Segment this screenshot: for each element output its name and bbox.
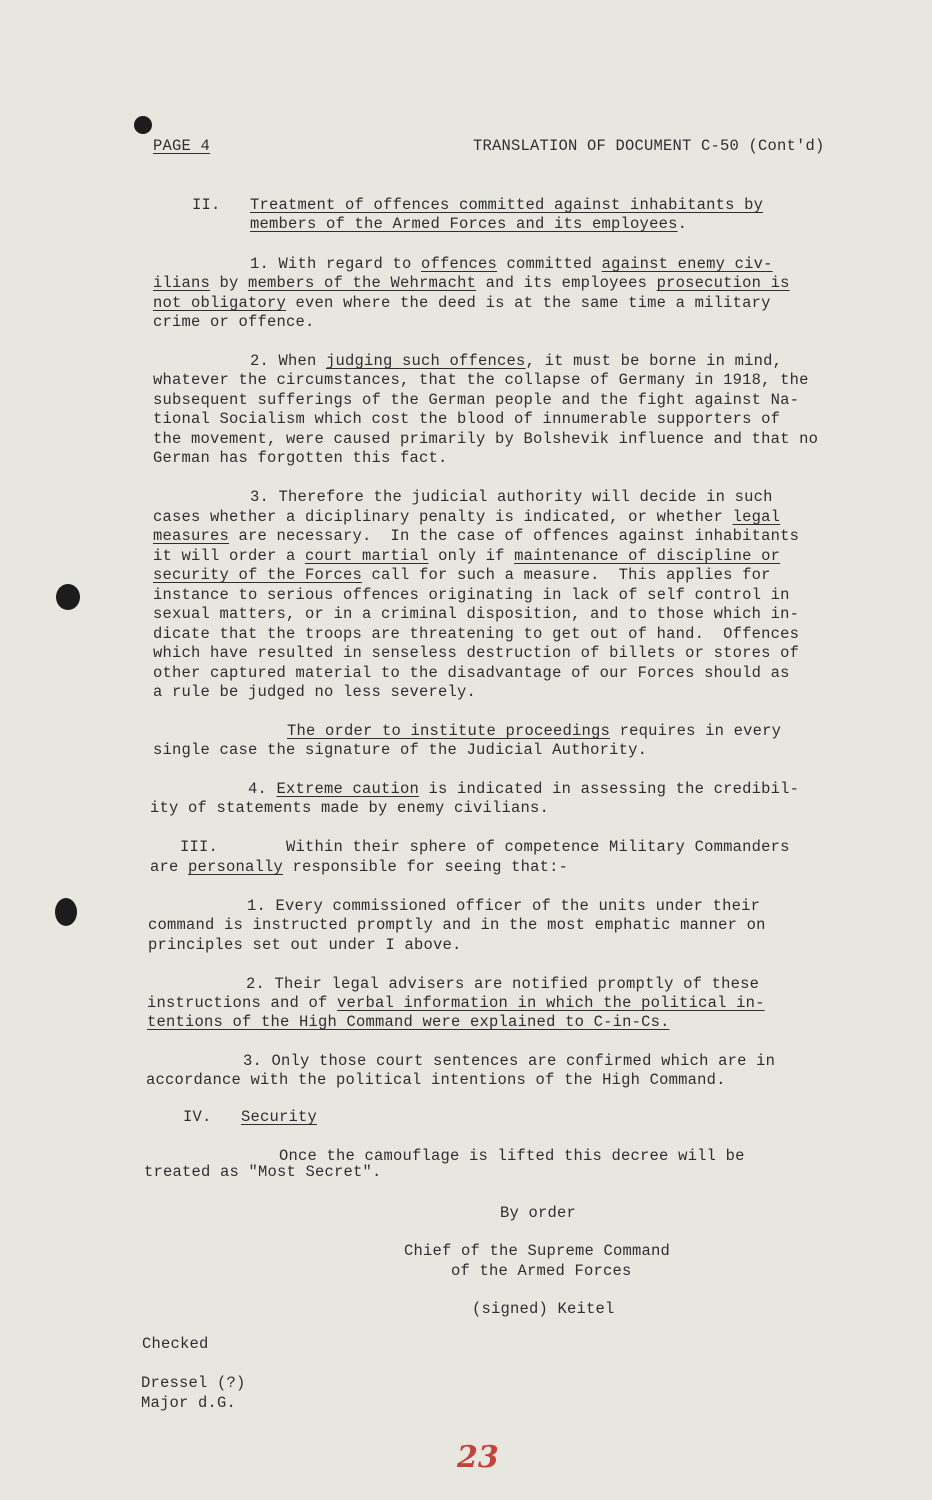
section-ii-heading-line2: members of the Armed Forces and its employees. (250, 215, 688, 233)
t: legal (732, 508, 781, 526)
section-ii-heading-line2-text: members of the Armed Forces and its employees (250, 215, 678, 233)
t: by (210, 274, 249, 292)
t: committed (497, 255, 602, 273)
t: ilians (153, 274, 211, 292)
t: not obligatory (153, 294, 287, 312)
t: are (150, 858, 189, 876)
para-ii-3-line8: dicate that the troops are threatening to get out of hand. Offences (153, 625, 800, 643)
para-ii-3-line2 (153, 508, 780, 528)
para-iii-3-line1: 3. Only those court sentences are confirmed which are in (243, 1052, 776, 1070)
para-iii-3-line2: accordance with the political intentions of the High Command. (146, 1071, 726, 1089)
para-iii-1-line2: command is instructed promptly and in the most emphatic manner on (148, 916, 766, 934)
punch-hole-top (134, 116, 152, 134)
t: judging such offences (326, 352, 526, 370)
t: prosecution is (656, 274, 790, 292)
t: against enemy civ- (601, 255, 773, 273)
para-iii-1-line1: 1. Every commissioned officer of the units under their (247, 897, 761, 915)
checked-by-rank: Major d.G. (141, 1394, 237, 1412)
para-ii-2-line1 (250, 352, 782, 372)
para-ii-1-line4: crime or offence. (153, 313, 315, 331)
t: measures (153, 527, 230, 545)
para-ii-1-line3 (153, 294, 771, 314)
page-number-stamp: 23 (457, 1440, 499, 1475)
t: 1. With regard to (250, 255, 422, 273)
checked-by-name: Dressel (?) (141, 1374, 246, 1392)
t: offences (421, 255, 498, 273)
section-ii-number: II. (192, 196, 221, 214)
t: personally (188, 858, 284, 876)
para-ii-3-line11: a rule be judged no less severely. (153, 683, 477, 701)
t: The order to institute proceedings (287, 722, 611, 740)
signed-keitel: (signed) Keitel (472, 1300, 615, 1318)
para-ii-3-line4 (153, 547, 780, 567)
t: even where the deed is at the same time a military (286, 294, 771, 312)
section-iv-number: IV. (183, 1108, 212, 1126)
para-ii-2-line4: tional Socialism which cost the blood of innumerable supporters of (153, 410, 781, 428)
section-iii-line1: Within their sphere of competence Military Commanders (286, 838, 790, 856)
para-ii-3b-line2: single case the signature of the Judicial Authority. (153, 741, 648, 759)
para-ii-2-line3: subsequent sufferings of the German people and the fight against Na- (153, 391, 800, 409)
t: is indicated in assessing the credibil- (419, 780, 800, 798)
t: call for such a measure. This applies for (362, 566, 771, 584)
t: it will order a (153, 547, 306, 565)
t: cases whether a diciplinary penalty is indicated, or whether (153, 508, 733, 526)
para-iii-2-line2 (147, 994, 765, 1014)
section-iv-heading: Security (241, 1108, 318, 1126)
t: verbal information in which the political in- (337, 994, 765, 1012)
para-ii-3-line1: 3. Therefore the judicial authority will decide in such (250, 488, 773, 506)
section-iv-line2: treated as "Most Secret". (144, 1163, 382, 1181)
t: responsible for seeing that:- (283, 858, 569, 876)
para-iii-1-line3: principles set out under I above. (148, 936, 462, 954)
section-ii-heading-line1: Treatment of offences committed against inhabitants by (250, 196, 764, 214)
t: security of the Forces (153, 566, 363, 584)
t: and its employees (476, 274, 657, 292)
para-ii-3-line3 (153, 527, 799, 547)
t: instructions and of (147, 994, 338, 1012)
t: members of the Wehrmacht (248, 274, 477, 292)
t: only if (428, 547, 515, 565)
t: Extreme caution (276, 780, 420, 798)
para-ii-2-line5: the movement, were caused primarily by Bolshevik influence and that no (153, 430, 819, 448)
para-ii-4-line2: ity of statements made by enemy civilians. (150, 799, 550, 817)
document-title: TRANSLATION OF DOCUMENT C-50 (Cont'd) (473, 137, 825, 155)
t: 4. (248, 780, 277, 798)
para-ii-3-line7: sexual matters, or in a criminal disposition, and to those which in- (153, 605, 800, 623)
section-iii-number: III. (180, 838, 219, 856)
chief-line1: Chief of the Supreme Command (404, 1242, 671, 1260)
punch-hole-middle (56, 584, 80, 610)
para-ii-3-line9: which have resulted in senseless destruction of billets or stores of (153, 644, 800, 662)
para-ii-2-line2: whatever the circumstances, that the collapse of Germany in 1918, the (153, 371, 809, 389)
para-ii-3-line6: instance to serious offences originating in lack of self control in (153, 586, 790, 604)
para-ii-2-line6: German has forgotten this fact. (153, 449, 448, 467)
t: are necessary. In the case of offences against inhabitants (229, 527, 800, 545)
t: court martial (305, 547, 429, 565)
punch-hole-bottom (55, 898, 77, 926)
chief-line2: of the Armed Forces (451, 1262, 632, 1280)
section-iv-line1: Once the camouflage is lifted this decree will be (279, 1147, 745, 1165)
para-ii-1-line1 (250, 255, 773, 275)
para-ii-1-line2 (153, 274, 790, 294)
para-ii-4-line1 (248, 780, 799, 800)
para-iii-2-line1: 2. Their legal advisers are notified promptly of these (246, 975, 760, 993)
section-iii-line2 (150, 858, 568, 878)
para-iii-2-line3: tentions of the High Command were explained to C-in-Cs. (147, 1013, 670, 1031)
para-ii-3b-line1 (287, 722, 781, 742)
t: 2. When (250, 352, 327, 370)
page-label: PAGE 4 (153, 137, 211, 155)
t: requires in every (610, 722, 782, 740)
t: , it must be borne in mind, (525, 352, 783, 370)
by-order: By order (500, 1204, 577, 1222)
para-ii-3-line5 (153, 566, 771, 586)
checked-label: Checked (142, 1335, 209, 1353)
t: maintenance of discipline or (514, 547, 781, 565)
para-ii-3-line10: other captured material to the disadvantage of our Forces should as (153, 664, 790, 682)
